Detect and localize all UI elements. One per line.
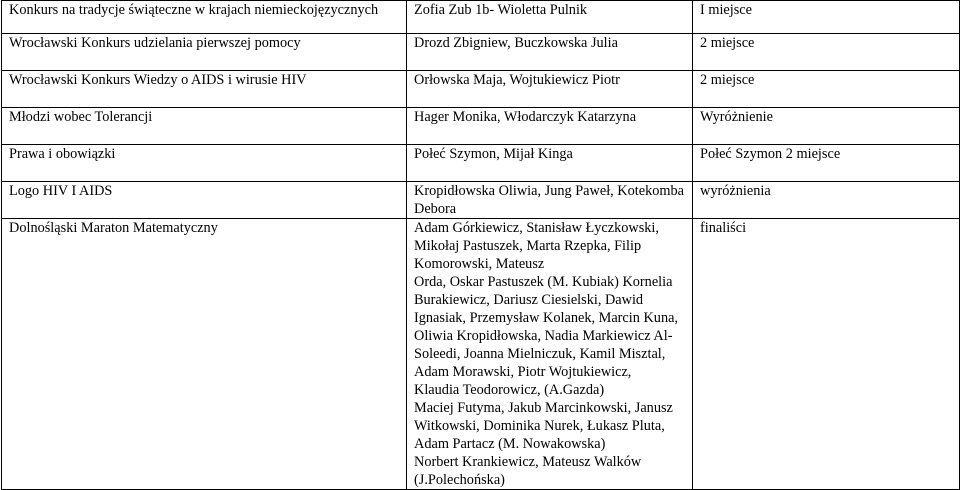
- participants-cell: Orłowska Maja, Wojtukiewicz Piotr: [407, 71, 693, 108]
- participant-line: Komorowski, Mateusz: [414, 256, 545, 272]
- contest-cell: Wrocławski Konkurs udzielania pierwszej pomocy: [2, 34, 407, 71]
- participants-cell: Hager Monika, Włodarczyk Katarzyna: [407, 108, 693, 145]
- result-cell: I miejsce: [693, 1, 960, 34]
- contest-cell: Wrocławski Konkurs Wiedzy o AIDS i wirusie HIV: [2, 71, 407, 108]
- participant-line: Maciej Futyma, Jakub Marcinkowski, Janusz: [414, 400, 673, 416]
- participant-line: Ignasiak, Przemysław Kolanek, Marcin Kuna,: [414, 310, 679, 326]
- participants-cell: Drozd Zbigniew, Buczkowska Julia: [407, 34, 693, 71]
- participant-line: Soleedi, Joanna Mielniczuk, Kamil Misztal,: [414, 346, 666, 362]
- result-cell: 2 miejsce: [693, 34, 960, 71]
- table-row: [2, 71, 960, 108]
- participant-line: Adam Morawski, Piotr Wojtukiewicz,: [414, 364, 632, 380]
- participants-cell: Połeć Szymon, Mijał Kinga: [407, 145, 693, 182]
- participant-line: Burakiewicz, Dariusz Ciesielski, Dawid: [414, 292, 644, 308]
- participant-line: Witkowski, Dominika Nurek, Łukasz Pluta,: [414, 418, 665, 434]
- participants-cell: [407, 219, 693, 490]
- result-cell: Wyróżnienie: [693, 108, 960, 145]
- participant-line: Oliwia Kropidłowska, Nadia Markiewicz Al-: [414, 328, 673, 344]
- contest-cell: Logo HIV I AIDS: [2, 182, 407, 219]
- table-row: [2, 108, 960, 145]
- result-cell: wyróżnienia: [693, 182, 960, 219]
- table-row: [2, 1, 960, 34]
- contest-cell: Konkurs na tradycje świąteczne w krajach niemieckojęzycznych: [2, 1, 407, 34]
- results-table: [1, 0, 960, 490]
- participants-cell: Kropidłowska Oliwia, Jung Paweł, Kotekomba Debora: [407, 182, 693, 219]
- result-cell: 2 miejsce: [693, 71, 960, 108]
- table-row: [2, 219, 960, 490]
- participant-line: Norbert Krankiewicz, Mateusz Walków: [414, 454, 642, 470]
- contest-cell: Dolnośląski Maraton Matematyczny: [2, 219, 407, 490]
- participant-line: (J.Polechońska): [414, 472, 505, 488]
- participant-line: Mikołaj Pastuszek, Marta Rzepka, Filip: [414, 238, 642, 254]
- participant-line: Orda, Oskar Pastuszek (M. Kubiak) Kornelia: [414, 274, 673, 290]
- contest-cell: Młodzi wobec Tolerancji: [2, 108, 407, 145]
- table-row: [2, 34, 960, 71]
- result-cell: finaliści: [693, 219, 960, 490]
- participant-line: Adam Górkiewicz, Stanisław Łyczkowski,: [414, 220, 659, 236]
- contest-cell: Prawa i obowiązki: [2, 145, 407, 182]
- participants-cell: Zofia Zub 1b- Wioletta Pulnik: [407, 1, 693, 34]
- participant-line: Klaudia Teodorowicz, (A.Gazda): [414, 382, 605, 398]
- participant-line: Adam Partacz (M. Nowakowska): [414, 436, 606, 452]
- result-cell: Połeć Szymon 2 miejsce: [693, 145, 960, 182]
- table-row: [2, 145, 960, 182]
- table-row: [2, 182, 960, 219]
